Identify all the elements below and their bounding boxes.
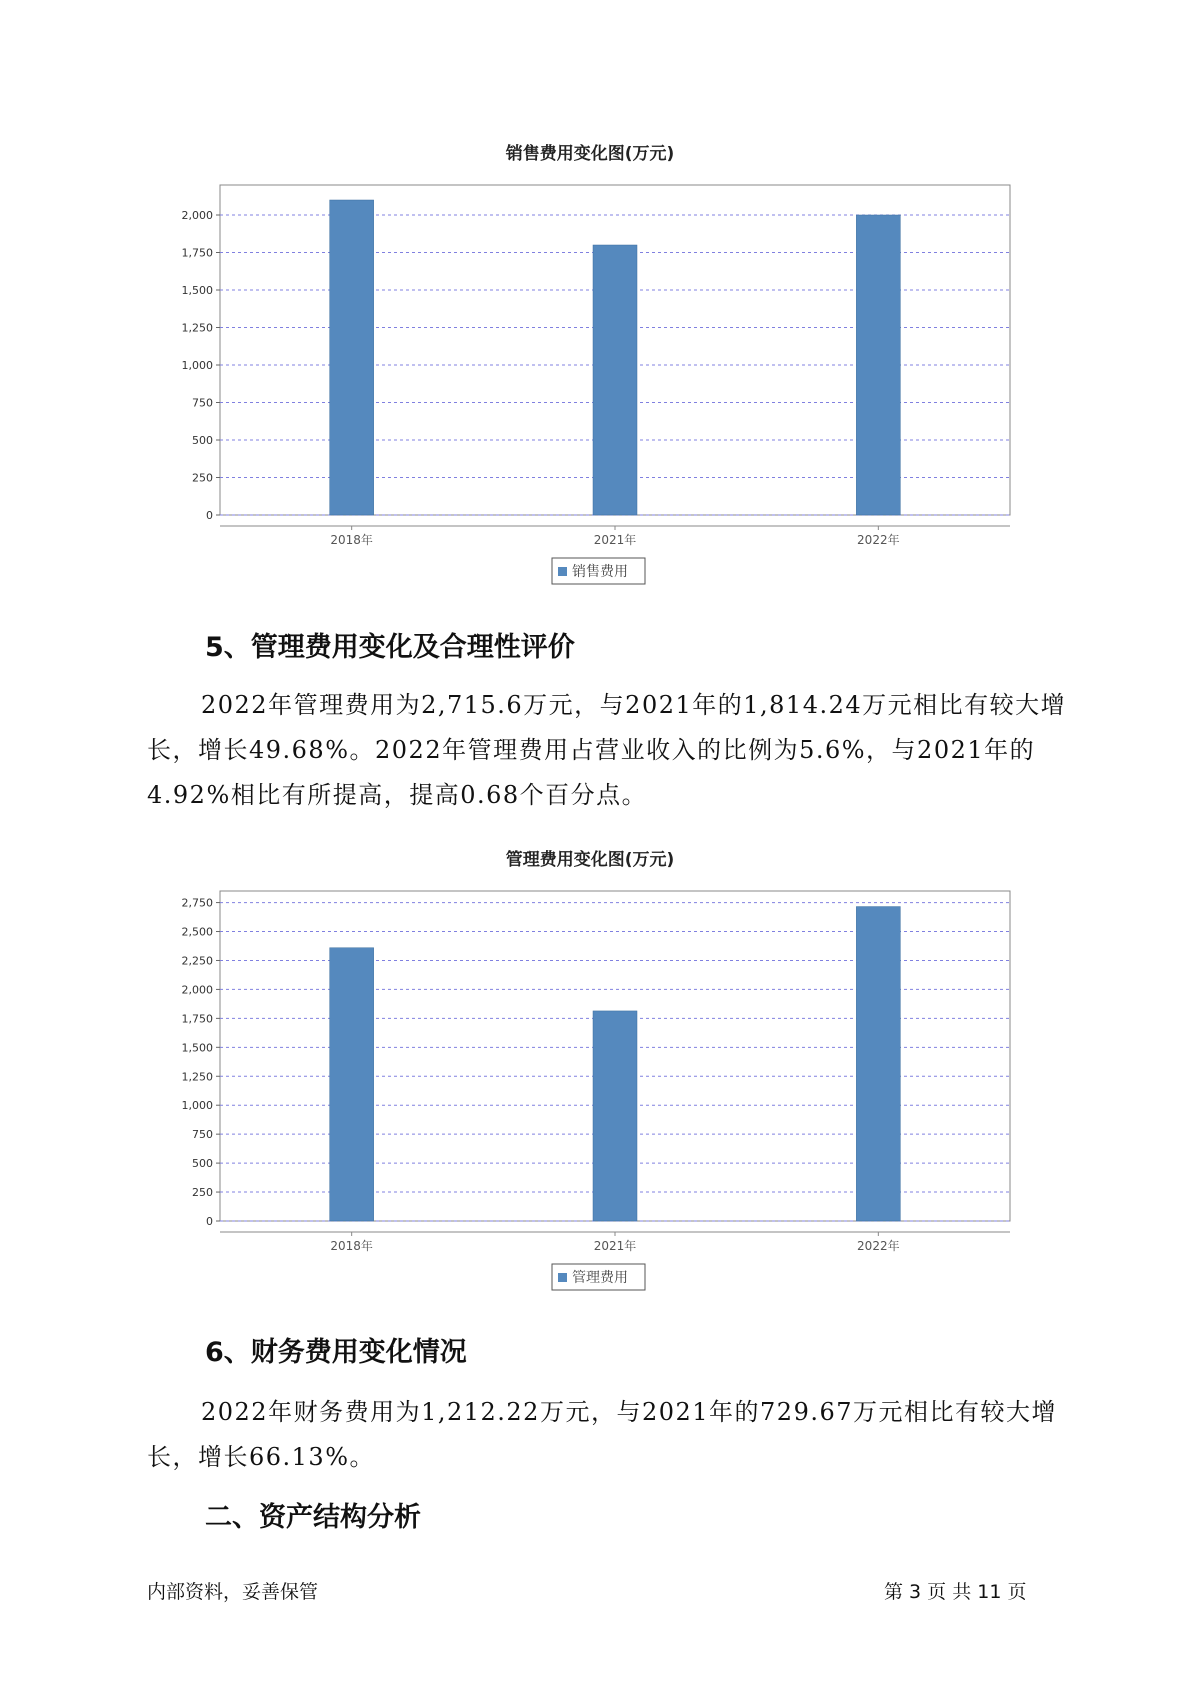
bar <box>856 215 900 515</box>
admin-expense-chart <box>150 836 1030 1296</box>
y-tick-label: 750 <box>192 396 213 410</box>
y-tick-label: 500 <box>192 434 213 447</box>
x-tick-label: 2022年 <box>857 1239 900 1253</box>
legend-label: 销售费用 <box>572 564 628 580</box>
legend-swatch <box>558 567 567 576</box>
y-tick-label: 1,250 <box>181 321 213 335</box>
y-tick-label: 750 <box>192 1128 213 1142</box>
y-tick-label: 1,500 <box>181 1041 213 1055</box>
section-two-heading: 二、资产结构分析 <box>205 1502 421 1533</box>
y-tick-label: 500 <box>192 1157 213 1171</box>
footer-left: 内部资料，妥善保管 <box>147 1581 319 1603</box>
bar <box>330 948 374 1221</box>
y-tick-label: 0 <box>206 1215 213 1228</box>
section-6-heading: 6、财务费用变化情况 <box>205 1337 467 1368</box>
y-tick-label: 2,500 <box>181 925 213 939</box>
y-tick-label: 1,000 <box>181 1099 213 1113</box>
y-tick-label: 1,750 <box>181 246 213 260</box>
admin-expense-chart-svg <box>150 836 1030 1296</box>
y-tick-label: 1,500 <box>181 284 213 297</box>
y-tick-label: 2,250 <box>181 954 213 968</box>
bar <box>330 200 374 515</box>
chart-title: 管理费用变化图(万元) <box>505 850 675 870</box>
y-tick-label: 0 <box>206 509 213 522</box>
y-tick-label: 1,250 <box>181 1070 213 1084</box>
footer-right: 第 3 页 共 11 页 <box>884 1581 1027 1603</box>
sales-expense-chart <box>150 130 1030 590</box>
y-tick-label: 2,000 <box>181 983 213 997</box>
section-5-heading: 5、管理费用变化及合理性评价 <box>205 632 575 663</box>
bar <box>593 1011 637 1221</box>
legend-label: 管理费用 <box>572 1270 628 1286</box>
x-tick-label: 2018年 <box>330 1239 373 1253</box>
bar <box>856 907 900 1221</box>
chart-title: 销售费用变化图(万元) <box>505 144 675 164</box>
x-tick-label: 2021年 <box>593 1239 637 1253</box>
y-tick-label: 1,000 <box>181 359 213 372</box>
y-tick-label: 1,750 <box>181 1012 213 1026</box>
y-tick-label: 250 <box>192 1186 213 1200</box>
x-tick-label: 2018年 <box>330 533 373 547</box>
x-tick-label: 2022年 <box>857 533 900 547</box>
legend-swatch <box>558 1273 567 1282</box>
x-tick-label: 2021年 <box>593 533 637 547</box>
y-tick-label: 2,750 <box>181 896 213 910</box>
bar <box>593 245 637 515</box>
section-6-paragraph: 2022年财务费用为1,212.22万元，与2021年的729.67万元相比有较大增长，增长66.13%。 <box>147 1398 1058 1471</box>
sales-expense-chart-svg <box>150 130 1030 590</box>
y-tick-label: 2,000 <box>181 209 213 222</box>
y-tick-label: 250 <box>192 471 213 485</box>
section-5-paragraph: 2022年管理费用为2,715.6万元，与2021年的1,814.24万元相比有较大增长，增长49.68%。2022年管理费用占营业收入的比例为5.6%，与2021年的4.92%相比有所提高，提高0.68个百分点。 <box>147 691 1067 809</box>
